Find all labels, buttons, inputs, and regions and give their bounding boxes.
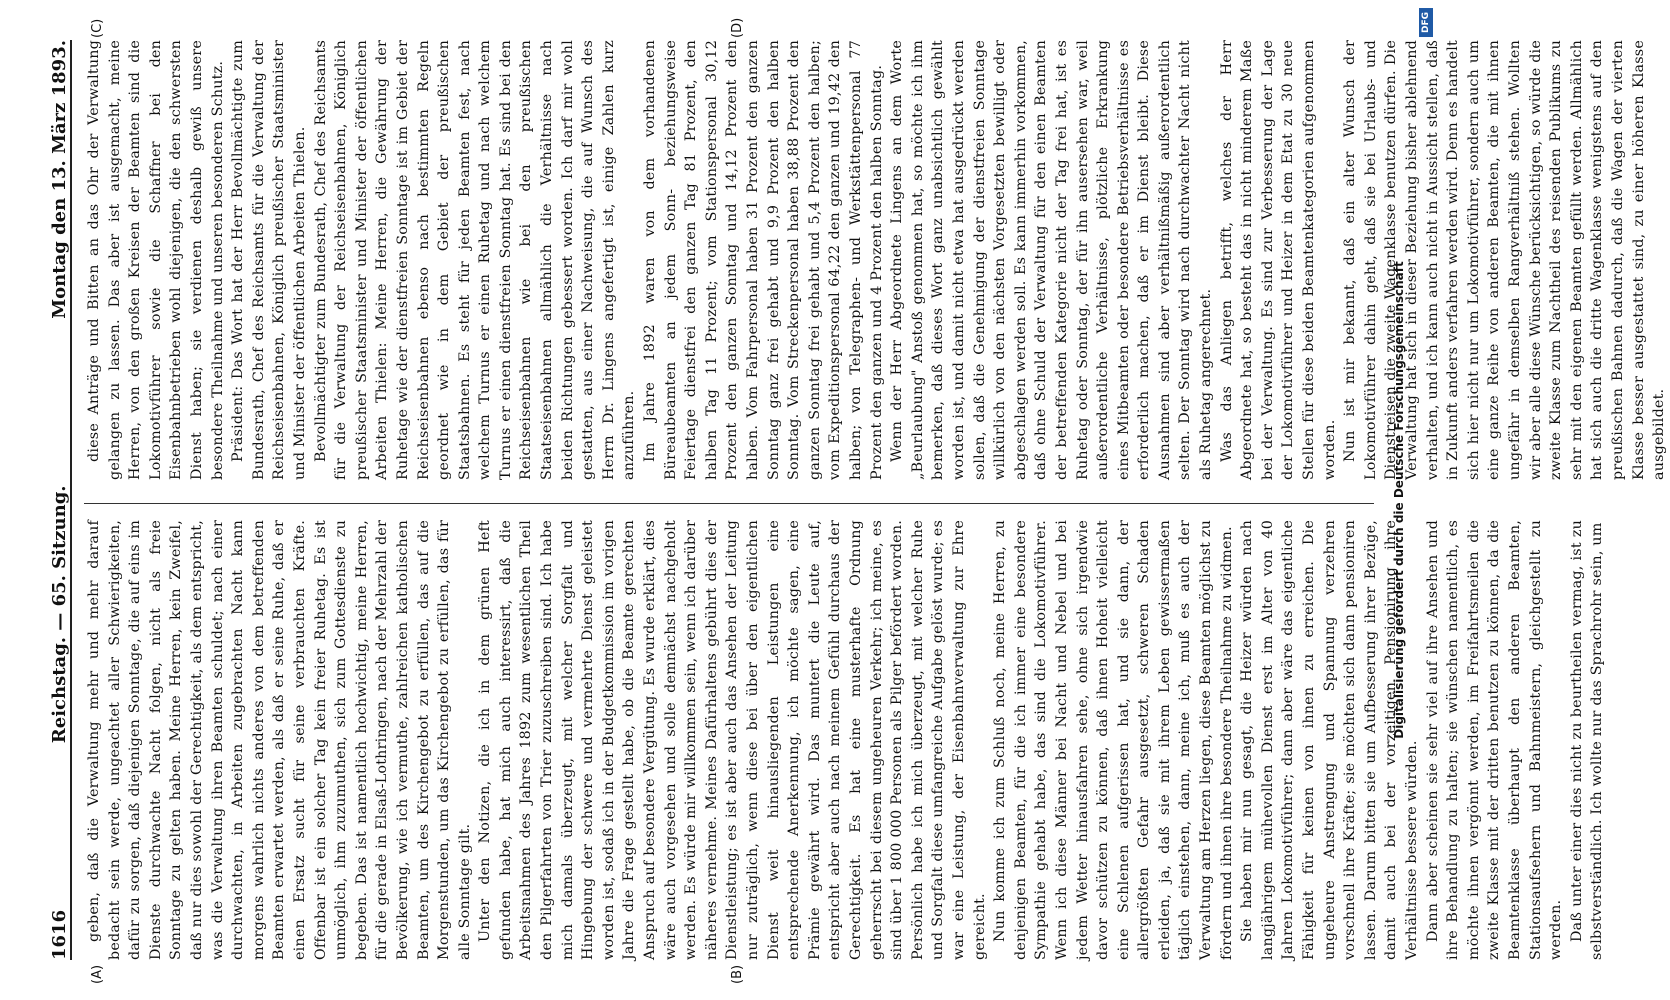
paragraph: geben, daß die Verwaltung mehr und mehr darauf bedacht sein werde, ungeachtet aller Schwierigkeiten, dafür zu sorgen, daß diejenigen Sonntage, die auf eins im Dienste durchwachte Nacht folgen, nicht als freie Sonntage zu gelten haben. Meine Herren, kein Zweifel, daß nur dies sowohl der Gerechtigkeit, als dem entspricht, was die Verwaltung ihren Beamten schuldet; nach einer durchwachten, in Arbeiten zugebrachten Nacht kann morgens wahrlich nichts anderes von dem betreffenden Beamten erwartet werden, als daß er seine Ruhe, daß er einen Ersatz sucht für seine verbrauchten Kräfte. Offenbar ist ein solcher Tag kein freier Ruhetag. Es ist unmöglich, ihm zuzumuthen, sich zum Gottesdienste zu begeben. Das ist namentlich hochwichtig, meine Herren, für die gerade in Elsaß-Lothringen, nach der Mehrzahl der Bevölkerung, wie ich vermuthe, zahlreichen katholischen Beamten, um des Kirchengebot zu erfüllen, das auf die Morgenstunden, um das Kirchengebot zu erfüllen, das für alle Sonntage gilt. (86, 520, 473, 960)
session-date: Montag den 13. März 1893. (49, 40, 70, 319)
credit-text: Digitalisierung gefördert durch die Deutsche Forschungsgemeinschaft (1392, 261, 1406, 739)
paragraph: Nun komme ich zum Schluß noch, meine Herren, zu denjenigen Beamten, für die ich immer eine besondere Sympathie gehabt habe, das sind die Lokomotivführer. Wenn ich diese Männer bei Nacht und Nebel und bei jedem Wetter hinausfahren sehe, ohne sich irgendwie davor schützen zu können, daß ihnen Hoheit vielleicht eine Schlenen aufgerissen hat, und sie dann, der allergrößten Gefahr ausgesetzt, schweren Schaden erleiden, ja, daß sie mit ihrem Leben gewissermaßen täglich einstehen, dann, meine ich, muß es auch der Verwaltung am Herzen liegen, diese Beamten möglichst zu fördern und ihnen ihre besondere Theilnahme zu widmen. (992, 520, 1235, 960)
margin-marker-a: (A) (90, 964, 105, 984)
dfg-logo-badge: DFG (1419, 8, 1433, 37)
paragraph: Bevollmächtigter zum Bundesrath, Chef des Reichsamts für die Verwaltung der Reichseisenbahnen, Königlich preußischer Staatsminister und Minister der öffentlichen Arbeiten Thielen: Meine Herren, die Gewährung der Ruhetage wie der dienstfreien Sonntage ist im Gebiet der Reichseisenbahnen ebenso nach bestimmten Regeln geordnet wie in dem Gebiet der preußischen Staatsbahnen. Es steht für jeden Beamten fest, nach welchem Turnus er einen Ruhetag und nach welchem Turnus er einen dienstfreien Sonntag hat. Es sind bei den Reichseisenbahnen wie bei den preußischen Staatseisenbahnen allmählich die Verhältnisse nach beiden Richtungen gebessert worden. Ich darf mir wohl gestatten, aus einer Nachweisung, die auf Wunsch des Herrn Dr. Lingens angefertigt ist, einige Zahlen kurz anzuführen. (312, 40, 638, 480)
right-text-column (84, 40, 1668, 480)
margin-marker-c: (C) (90, 18, 105, 38)
left-text-column (84, 520, 1606, 960)
paragraph: Präsident: Das Wort hat der Herr Bevollmächtigte zum Bundesrath, Chef des Reichsamts für die Verwaltung der Reichseisenbahnen, Königlich preußischer Staatsminister und Minister der öffentlichen Arbeiten Thielen. (230, 40, 308, 480)
paragraph: Unter den Notizen, die ich in dem grünen Heft gefunden habe, hat mich auch interessirt, daß die Arbeitsnahmen des Jahres 1892 zum wesentlichen Theil den Pilgerfahrten von Trier zuzuschreiben sind. Ich habe mich damals überzeugt, mit welcher Sorgfalt und Hingebung der schwere und vermehrte Dienst geleistet worden ist, sodaß ich in der Budgetkommission im vorigen Jahre die Frage gestellt habe, ob die Beamte gerechten Anspruch auf besondere Vergütung. Es wurde erklärt, dies wäre auch vorgesehen und solle demnächst nachgeholt werden. Es würde mir willkommen sein, wenn ich darüber näheres vernehme. Meines Dafürhaltens gebührt dies der Dienstleistung; es ist aber auch das Ansehen der Leitung nur zuträglich, wenn diese bei über den eigentlichen Dienst weit hinausliegenden Leistungen eine entsprechende Anerkennung, ich möchte sagen, eine Prämie gewährt wird. Das muntert die Leute auf, entspricht aber auch nach meinem Gefühl durchaus der Gerechtigkeit. Es hat eine musterhafte Ordnung geherrscht bei diesem ungeheuren Verkehr; ich meine, es sind über 1 800 000 Personen als Pilger befördert worden. Persönlich habe ich mich überzeugt, mit welcher Ruhe und Sorgfalt diese umfangreiche Aufgabe gelöst wurde; es war eine Leistung, der Eisenbahnverwaltung zur Ehre gereicht. (477, 520, 988, 960)
page-number: 1616 (49, 909, 70, 960)
paragraph: Dann aber scheinen sie sehr viel auf ihre Ansehen und ihre Behandlung zu halten; sie wünschen namentlich, es möchte ihnen vergönnt werden, im Freifahrtsmeilen die zweite Klasse mit der dritten benutzen zu können, da die Beamtenklasse überhaupt den anderen Beamten, Stationsaufsehern und Bahnmeistern, gleichgestellt zu werden. (1424, 520, 1565, 960)
paragraph: Wenn der Herr Abgeordnete Lingens an dem Worte „Beurlaubung" Anstoß genommen hat, so möchte ich ihm bemerken, daß dieses Wort ganz unabsichtlich gewählt worden ist, und damit nicht etwa hat ausgedrückt werden sollen, daß die Genehmigung der dienstfreien Sonntage willkürlich von den nächsten Vorgesetzten bewilligt oder abgeschlagen werden soll. Es kann immerhin vorkommen, daß ohne Schuld der Verwaltung für den einen Beamten der betreffenden Kategorie nicht der Tag frei hat, ist es Ruhetag oder Sonntag, der für ihn ausersehen war, weil außerordentliche Verhältnisse, plötzliche Erkrankung eines Mitbeamten oder besondere Betriebsverhältnisse es erforderlich machen, daß er im Dienst bleibt. Diese Ausnahmen sind aber verhältnißmäßig außerordentlich selten. Der Sonntag wird nach durchwachter Nacht nicht als Ruhetag angerechnet. (889, 40, 1215, 480)
paragraph: Was das Anliegen betrifft, welches der Herr Abgeordnete hat, so besteht das in nicht minderem Maße bei der Verwaltung. Es sind zur Verbesserung der Lage der Lokomotivführer und Heizer in dem Etat zu 30 neue Stellen für diese beiden Beamtenkategorien aufgenommen worden. (1218, 40, 1338, 480)
paragraph: Im Jahre 1892 waren von dem vorhandenen Büreaubeamten an jedem Sonn- beziehungsweise Feiertage dienstfrei den ganzen Tag 81 Prozent, den halben Tag 11 Prozent; vom Stationspersonal 30,12 Prozent den ganzen Sonntag und 14,12 Prozent den halben. Vom Fahrpersonal haben 31 Prozent den ganzen Sonntag ganz frei gehabt und 9,9 Prozent den halben Sonntag. Vom Streckenpersonal haben 38,88 Prozent den ganzen Sonntag frei gehabt und 5,4 Prozent den halben; vom Expeditionspersonal 64,22 den ganzen und 19,42 den halben; von Telegraphen- und Werkstättenpersonal 77 Prozent den ganzen und 4 Prozent den halben Sonntag. (642, 40, 885, 480)
paragraph: Nun ist mir bekannt, daß ein alter Wunsch der Lokomotivführer dahin geht, daß sie bei Urlaubs- und Dienstreisen die zweite Wagenklasse benutzen dürfen. Die Verwaltung hat sich in dieser Beziehung bisher ablehnend verhalten, und ich kann auch nicht in Aussicht stellen, daß in Zukunft anders verfahren werden wird. Denn es handelt sich hier nicht nur um Lokomotivführer, sondern auch um eine ganze Reihe von anderen Beamten, die mit ihnen ungefähr in demselben Rangverhältniß stehen. Wollten wir aber alle diese Wünsche berücksichtigen, so würde die zweite Klasse zum Nachtheil des reisenden Publikums zu sehr mit den eigenen Beamten gefüllt werden. Allmählich hat sich auch die dritte Wagenklasse wenigstens auf den preußischen Bahnen dadurch, daß die Wagen der vierten Klasse besser ausgestattet sind, zu einer höheren Klasse ausgebildet. (1342, 40, 1668, 480)
page-header (30, 40, 72, 960)
paragraph: diese Anträge und Bitten an das Ohr der Verwaltung gelangen zu lassen. Das aber ist ausgemacht, meine Herren, von den großen Kreisen der Beamten sind die Lokomotivführer sowie die Schaffner bei den Eisenbahnbetrieben wohl diejenigen, die den schwersten Dienst haben; sie verdienen deshalb gewiß unsere besondere Theilnahme und unseren besonderen Schutz. (86, 40, 226, 480)
paragraph: Sie haben mir nun gesagt, die Heizer würden nach langjährigem mühevollen Dienst erst im Alter von 40 Jahren Lokomotivführer; dann aber wäre das eigentliche Fähigkeit für keinen von ihnen zu erreichen. Die ungeheure Anstrengung und Spannung verzehren vorschnell ihre Kräfte; sie möchten sich dann pensioniren lassen. Darum bitten sie um Aufbesserung ihrer Bezüge, damit auch bei der vorzeitigen Pensionirung ihre Verhältnisse bessere würden. (1239, 520, 1420, 960)
margin-marker-b: (B) (730, 964, 745, 984)
column-divider (84, 503, 1374, 504)
digitization-credit (1392, 40, 1406, 960)
margin-marker-d: (D) (730, 17, 745, 38)
session-title: Reichstag. — 65. Sitzung. (49, 485, 70, 744)
paragraph: Daß unter einer dies nicht zu beurtheilen vermag, ist zu selbstverständlich. Ich wollte nur das Sprachrohr sein, um (1568, 520, 1606, 960)
